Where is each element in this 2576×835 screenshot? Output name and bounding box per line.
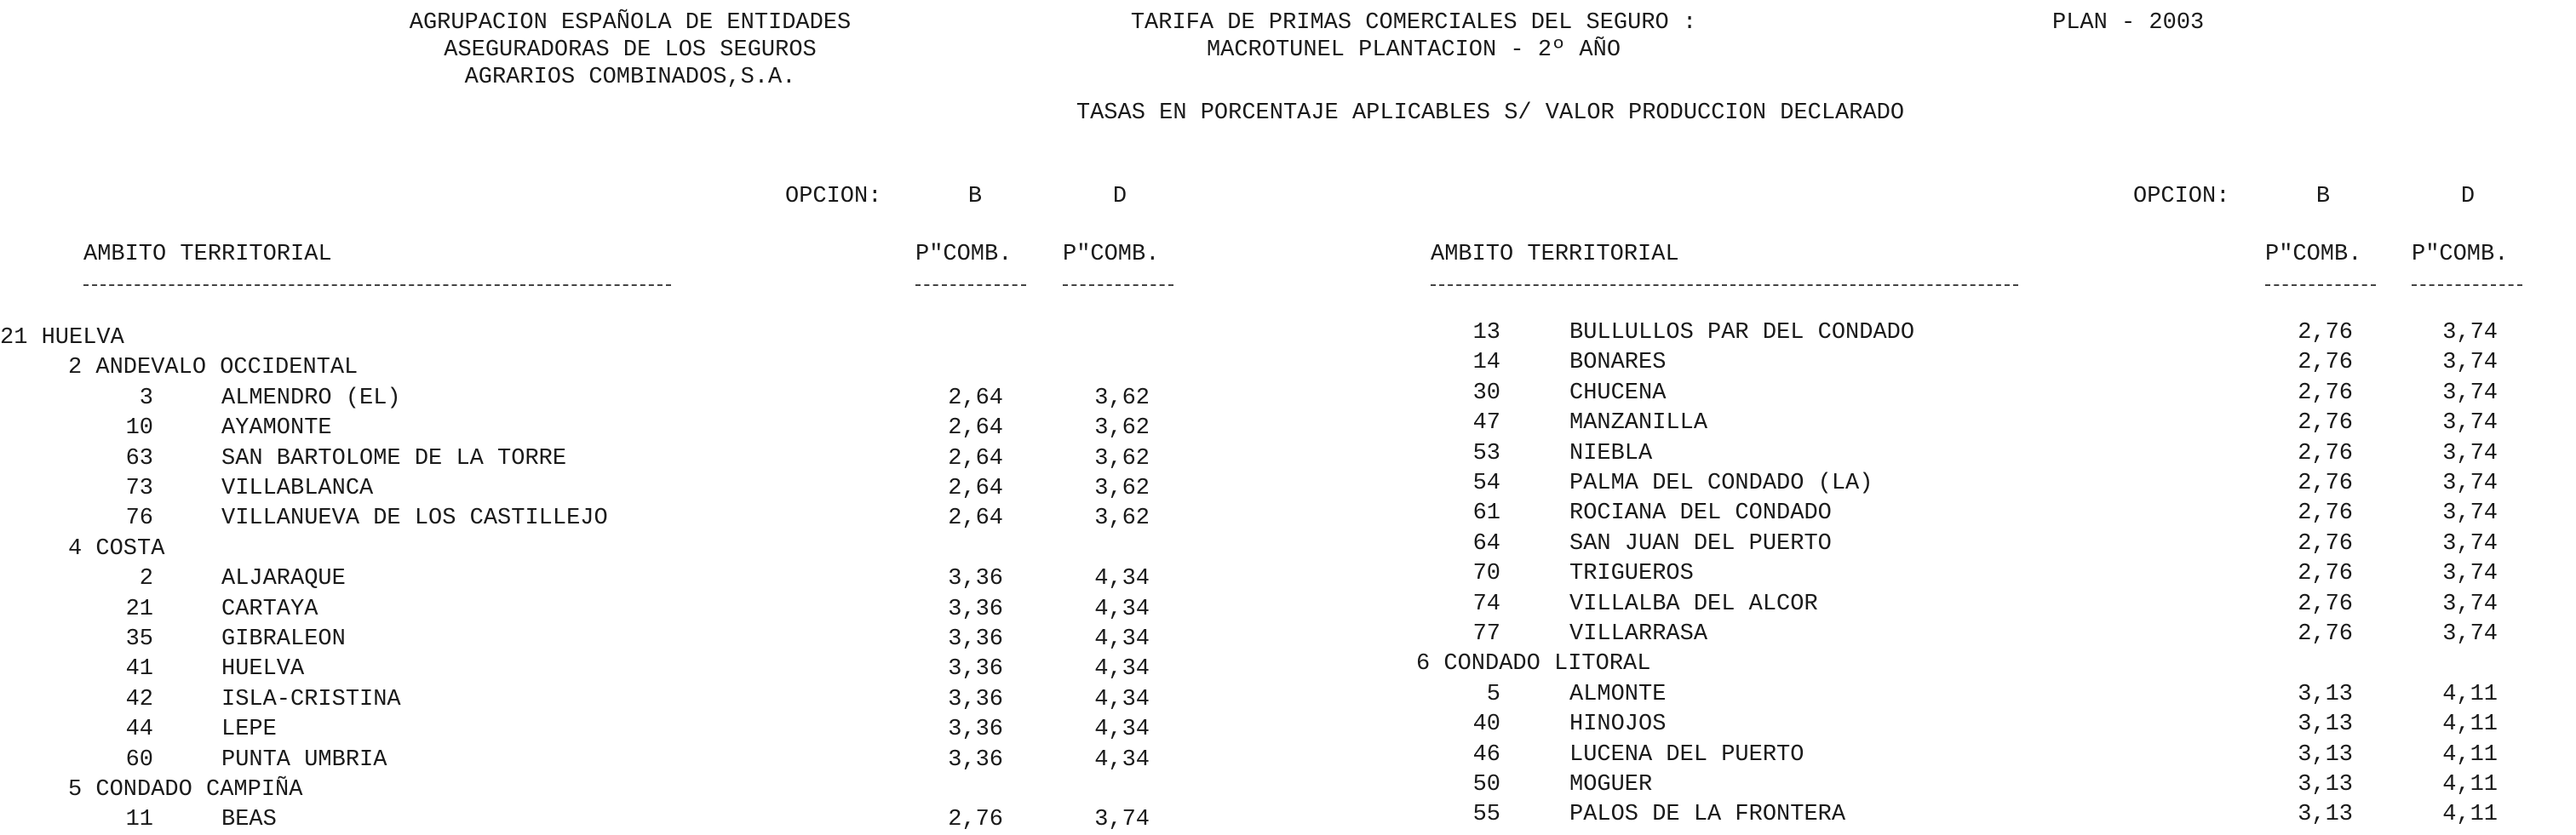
- municipality-name: ISLA-CRISTINA: [221, 686, 401, 712]
- rate-option-d: 4,34: [1094, 717, 1150, 743]
- rate-option-d: 3,74: [2442, 591, 2498, 617]
- rate-option-b: 2,76: [2298, 380, 2353, 406]
- rate-option-d: 4,34: [1094, 566, 1150, 592]
- rate-option-b: 2,76: [2298, 591, 2353, 617]
- rate-option-b: 2,64: [948, 415, 1003, 442]
- rate-option-b: 2,76: [2298, 621, 2353, 647]
- municipality-name: CHUCENA: [1569, 380, 1667, 406]
- rate-option-b: 2,76: [948, 807, 1003, 833]
- rate-option-d: 3,62: [1094, 476, 1150, 501]
- rate-option-b: 2,64: [948, 476, 1003, 501]
- rate-option-b: 2,64: [948, 506, 1003, 532]
- municipality-code: 2: [139, 566, 153, 592]
- rate-option-d: 3,74: [1094, 807, 1150, 833]
- left-pcomb-b-header: P"COMB.: [915, 242, 1013, 267]
- rate-option-d: 3,74: [2442, 530, 2498, 557]
- municipality-name: VILLARRASA: [1569, 621, 1708, 647]
- municipality-name: HUELVA: [221, 656, 305, 683]
- rate-option-b: 2,76: [2298, 440, 2353, 466]
- municipality-name: NIEBLA: [1569, 440, 1653, 466]
- municipality-name: ROCIANA DEL CONDADO: [1569, 500, 1832, 527]
- municipality-name: LUCENA DEL PUERTO: [1569, 741, 1804, 768]
- rate-option-b: 3,36: [948, 656, 1003, 683]
- left-pcomb-d-rule: [1063, 284, 1173, 286]
- municipality-code: 30: [1472, 380, 1500, 406]
- right-ambito-rule: [1431, 284, 2018, 286]
- municipality-code: 13: [1472, 320, 1500, 346]
- municipality-name: MANZANILLA: [1569, 410, 1708, 437]
- municipality-code: 70: [1472, 561, 1500, 587]
- municipality-code: 46: [1472, 741, 1500, 768]
- right-opcion-d: D: [2460, 184, 2476, 209]
- right-pcomb-b-header: P"COMB.: [2265, 242, 2362, 267]
- rate-option-b: 2,76: [2298, 500, 2353, 527]
- rate-option-b: 2,76: [2298, 471, 2353, 496]
- rate-option-b: 2,76: [2298, 350, 2353, 376]
- rate-option-d: 3,74: [2442, 561, 2498, 587]
- rate-option-d: 3,74: [2442, 320, 2498, 346]
- comarca-heading: 5 CONDADO CAMPIÑA: [68, 777, 303, 803]
- rate-option-d: 4,34: [1094, 746, 1150, 773]
- municipality-code: 54: [1472, 471, 1500, 496]
- left-ambito-rule: [83, 284, 671, 286]
- rate-option-d: 3,74: [2442, 440, 2498, 466]
- rate-option-b: 3,36: [948, 626, 1003, 652]
- rate-option-d: 4,34: [1094, 596, 1150, 622]
- right-opcion-label: OPCION:: [2133, 184, 2230, 209]
- municipality-code: 55: [1472, 802, 1500, 828]
- org-name-line2: ASEGURADORAS DE LOS SEGUROS: [444, 37, 817, 63]
- plan-label: PLAN - 2003: [2052, 10, 2205, 36]
- rate-option-b: 2,76: [2298, 530, 2353, 557]
- municipality-name: MOGUER: [1569, 772, 1653, 798]
- left-ambito-header: AMBITO TERRITORIAL: [83, 242, 332, 267]
- document-title: TARIFA DE PRIMAS COMERCIALES DEL SEGURO :: [1130, 10, 1697, 36]
- province-heading: 21 HUELVA: [0, 325, 124, 351]
- municipality-name: ALJARAQUE: [221, 566, 346, 592]
- municipality-name: PALMA DEL CONDADO (LA): [1569, 471, 1873, 496]
- left-opcion-b: B: [967, 184, 983, 209]
- municipality-code: 63: [125, 445, 153, 472]
- municipality-code: 10: [125, 415, 153, 442]
- rate-option-d: 4,11: [2442, 772, 2498, 798]
- municipality-code: 41: [125, 656, 153, 683]
- rate-option-d: 4,34: [1094, 656, 1150, 683]
- municipality-code: 3: [139, 385, 153, 411]
- municipality-code: 40: [1472, 712, 1500, 738]
- rate-option-d: 3,62: [1094, 506, 1150, 532]
- rate-option-b: 3,13: [2298, 712, 2353, 738]
- document-subtitle: TASAS EN PORCENTAJE APLICABLES S/ VALOR PRODUCCION DECLARADO: [1076, 100, 1905, 126]
- municipality-name: HINOJOS: [1569, 712, 1667, 738]
- rate-option-d: 3,62: [1094, 445, 1150, 472]
- municipality-name: GIBRALEON: [221, 626, 346, 652]
- comarca-heading: 4 COSTA: [68, 535, 165, 562]
- rate-option-d: 4,34: [1094, 686, 1150, 712]
- org-name-line1: AGRUPACION ESPAÑOLA DE ENTIDADES: [409, 10, 852, 36]
- municipality-name: ALMONTE: [1569, 681, 1667, 707]
- municipality-code: 42: [125, 686, 153, 712]
- rate-option-d: 4,11: [2442, 681, 2498, 707]
- rate-option-d: 4,11: [2442, 712, 2498, 738]
- municipality-name: LEPE: [221, 717, 277, 743]
- municipality-code: 76: [125, 506, 153, 532]
- municipality-name: TRIGUEROS: [1569, 561, 1694, 587]
- left-opcion-label: OPCION:: [785, 184, 882, 209]
- municipality-code: 60: [125, 746, 153, 773]
- municipality-name: BONARES: [1569, 350, 1667, 376]
- rate-option-b: 3,13: [2298, 772, 2353, 798]
- municipality-name: ALMENDRO (EL): [221, 385, 401, 411]
- rate-option-b: 2,64: [948, 445, 1003, 472]
- left-pcomb-b-rule: [915, 284, 1026, 286]
- municipality-code: 35: [125, 626, 153, 652]
- rate-option-b: 2,76: [2298, 410, 2353, 437]
- rate-option-b: 3,13: [2298, 741, 2353, 768]
- municipality-name: VILLANUEVA DE LOS CASTILLEJO: [221, 506, 608, 532]
- rate-option-d: 3,74: [2442, 350, 2498, 376]
- municipality-name: CARTAYA: [221, 596, 318, 622]
- right-pcomb-d-header: P"COMB.: [2412, 242, 2509, 267]
- right-pcomb-b-rule: [2265, 284, 2376, 286]
- municipality-code: 73: [125, 476, 153, 501]
- rate-option-b: 3,36: [948, 596, 1003, 622]
- rate-option-d: 3,62: [1094, 415, 1150, 442]
- municipality-code: 74: [1472, 591, 1500, 617]
- left-opcion-d: D: [1112, 184, 1127, 209]
- rate-option-d: 3,74: [2442, 410, 2498, 437]
- rate-option-b: 3,36: [948, 566, 1003, 592]
- municipality-code: 14: [1472, 350, 1500, 376]
- municipality-name: PUNTA UMBRIA: [221, 746, 387, 773]
- comarca-heading: 6 CONDADO LITORAL: [1416, 651, 1651, 678]
- municipality-name: AYAMONTE: [221, 415, 332, 442]
- rate-option-d: 3,74: [2442, 380, 2498, 406]
- org-name-line3: AGRARIOS COMBINADOS,S.A.: [464, 65, 796, 90]
- rate-option-b: 2,64: [948, 385, 1003, 411]
- municipality-code: 77: [1472, 621, 1500, 647]
- municipality-code: 44: [125, 717, 153, 743]
- municipality-name: SAN BARTOLOME DE LA TORRE: [221, 445, 567, 472]
- municipality-name: BEAS: [221, 807, 277, 833]
- municipality-name: SAN JUAN DEL PUERTO: [1569, 530, 1832, 557]
- municipality-code: 53: [1472, 440, 1500, 466]
- rate-option-b: 2,76: [2298, 320, 2353, 346]
- rate-option-b: 3,36: [948, 746, 1003, 773]
- municipality-code: 21: [125, 596, 153, 622]
- right-ambito-header: AMBITO TERRITORIAL: [1431, 242, 1679, 267]
- municipality-code: 50: [1472, 772, 1500, 798]
- rate-option-d: 4,11: [2442, 741, 2498, 768]
- comarca-heading: 2 ANDEVALO OCCIDENTAL: [68, 355, 359, 381]
- municipality-name: VILLALBA DEL ALCOR: [1569, 591, 1818, 617]
- rate-option-b: 3,36: [948, 717, 1003, 743]
- rate-option-d: 3,74: [2442, 471, 2498, 496]
- municipality-code: 5: [1486, 681, 1500, 707]
- rate-option-b: 3,13: [2298, 802, 2353, 828]
- rate-option-d: 3,74: [2442, 621, 2498, 647]
- rate-option-d: 3,62: [1094, 385, 1150, 411]
- right-opcion-b: B: [2315, 184, 2331, 209]
- rate-option-b: 3,13: [2298, 681, 2353, 707]
- rate-option-d: 3,74: [2442, 500, 2498, 527]
- rate-option-b: 3,36: [948, 686, 1003, 712]
- municipality-code: 47: [1472, 410, 1500, 437]
- left-pcomb-d-header: P"COMB.: [1063, 242, 1160, 267]
- municipality-code: 61: [1472, 500, 1500, 527]
- municipality-code: 11: [125, 807, 153, 833]
- municipality-code: 64: [1472, 530, 1500, 557]
- municipality-name: VILLABLANCA: [221, 476, 374, 501]
- municipality-name: PALOS DE LA FRONTERA: [1569, 802, 1846, 828]
- right-pcomb-d-rule: [2412, 284, 2522, 286]
- document-product: MACROTUNEL PLANTACION - 2º AÑO: [1206, 37, 1621, 63]
- municipality-name: BULLULLOS PAR DEL CONDADO: [1569, 320, 1915, 346]
- rate-option-d: 4,11: [2442, 802, 2498, 828]
- rate-option-d: 4,34: [1094, 626, 1150, 652]
- rate-option-b: 2,76: [2298, 561, 2353, 587]
